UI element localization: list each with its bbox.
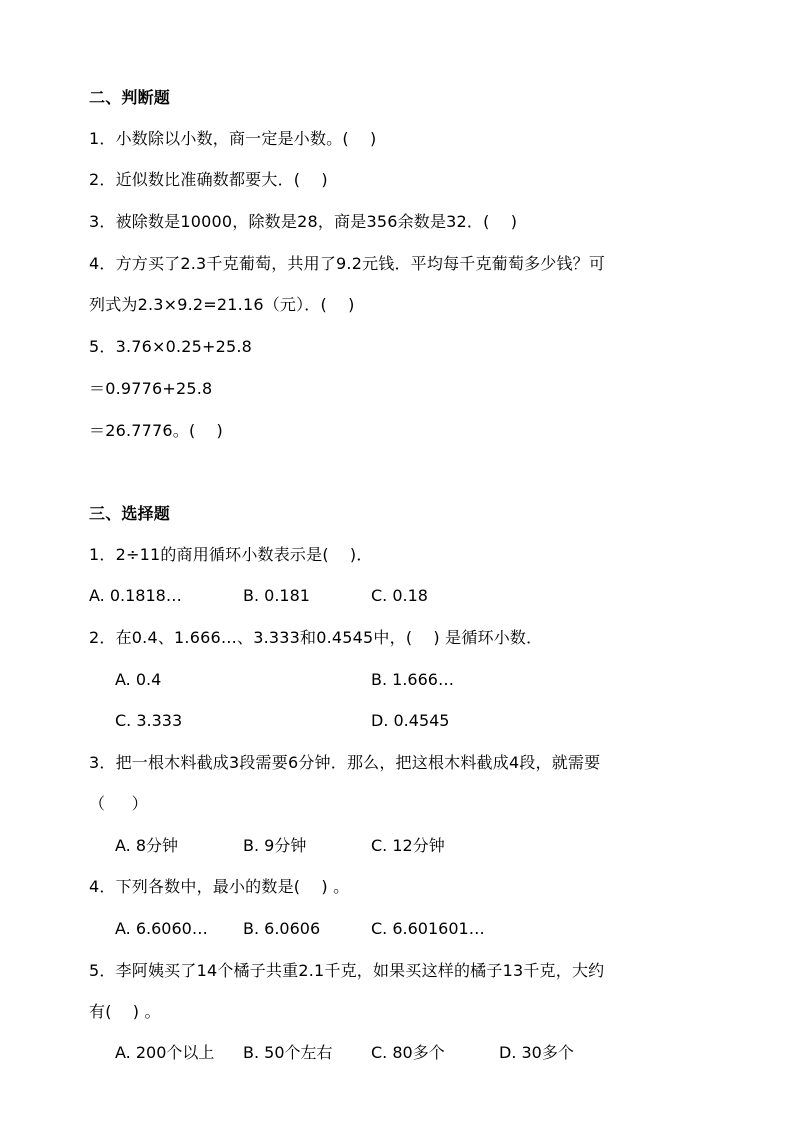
choice-q2-option-b: B. 1.666… [371,670,454,689]
choice-q3-option-b: B. 9分钟 [243,836,307,855]
judgement-item-2: 2．近似数比准确数都要大．( ) [89,170,328,189]
choice-q3-option-c: C. 12分钟 [371,836,445,855]
choice-q4-stem: 4．下列各数中，最小的数是( ) 。 [89,877,350,896]
section-2-title: 二、判断题 [89,88,171,107]
choice-q1-stem: 1．2÷11的商用循环小数表示是( )． [89,545,373,564]
choice-q2-option-d: D. 0.4545 [371,711,450,730]
judgement-item-3: 3．被除数是10000，除数是28，商是356余数是32．( ) [89,212,518,231]
choice-q1-option-b: B. 0.181 [243,586,310,605]
judgement-item-5-line1: 5．3.76×0.25+25.8 [89,337,253,356]
judgement-item-4-line1: 4．方方买了2.3千克葡萄，共用了9.2元钱．平均每千克葡萄多少钱？可 [89,254,606,273]
choice-q2-option-c: C. 3.333 [115,711,183,730]
choice-q5-stem: 5．李阿姨买了14个橘子共重2.1千克，如果买这样的橘子13千克，大约 [89,961,605,980]
choice-q2-stem: 2．在0.4、1.666…、3.333和0.4545中，( ) 是循环小数． [89,628,543,647]
choice-q2-option-a: A. 0.4 [115,670,162,689]
choice-q3-stem: 3．把一根木料截成3段需要6分钟．那么，把这根木料截成4段，就需要 [89,753,601,772]
choice-q5-option-a: A. 200个以上 [115,1043,215,1062]
section-3-title: 三、选择题 [89,504,171,523]
choice-q4-option-a: A. 6.6060… [115,919,208,938]
judgement-item-5-line3: ＝26.7776。( ) [89,421,223,440]
choice-q4-option-b: B. 6.0606 [243,919,321,938]
choice-q5-option-d: D. 30多个 [499,1043,574,1062]
choice-q1-option-c: C. 0.18 [371,586,428,605]
choice-q4-option-c: C. 6.601601… [371,919,485,938]
choice-q3-stem-2: （ ） [89,794,148,813]
judgement-item-1: 1．小数除以小数，商一定是小数。( ) [89,129,377,148]
judgement-item-4-line2: 列式为2.3×9.2=21.16（元）．( ) [89,295,355,314]
choice-q5-option-b: B. 50个左右 [243,1043,333,1062]
choice-q5-stem-2: 有( ) 。 [89,1002,161,1021]
choice-q1-option-a: A. 0.1818… [89,586,182,605]
choice-q3-option-a: A. 8分钟 [115,836,179,855]
judgement-item-5-line2: ＝0.9776+25.8 [89,379,213,398]
choice-q5-option-c: C. 80多个 [371,1043,445,1062]
